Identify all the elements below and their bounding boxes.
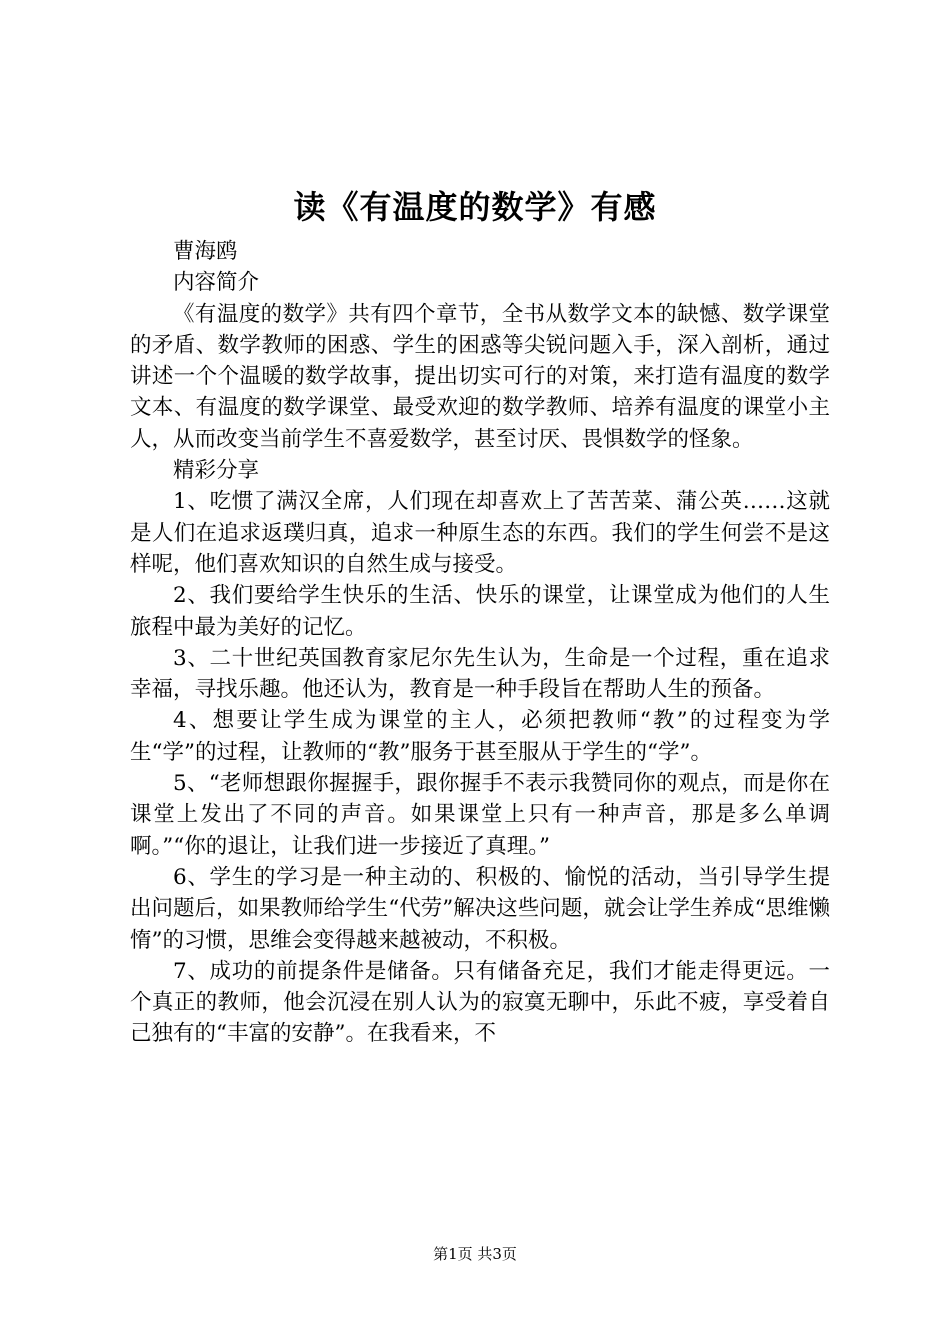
paragraph: 5、“老师想跟你握握手，跟你握手不表示我赞同你的观点，而是你在课堂上发出了不同的声音。如果课堂上只有一种声音，那是多么单调啊。”“你的退让，让我们进一步接近了真理。” bbox=[130, 771, 830, 859]
paragraph: 内容简介 bbox=[173, 270, 260, 296]
document-title: 读《有温度的数学》有感 bbox=[293, 188, 657, 226]
paragraph: 1、吃惯了满汉全席，人们现在却喜欢上了苦苦菜、蒲公英……这就是人们在追求返璞归真，追求一种原生态的东西。我们的学生何尝不是这样呢，他们喜欢知识的自然生成与接受。 bbox=[130, 489, 830, 577]
paragraph: 7、成功的前提条件是储备。只有储备充足，我们才能走得更远。一个真正的教师，他会沉浸在别人认为的寂寞无聊中，乐此不疲，享受着自己独有的“丰富的安静”。在我看来，不 bbox=[130, 958, 830, 1047]
paragraph: 6、学生的学习是一种主动的、积极的、愉悦的活动，当引导学生提出问题后，如果教师给学生“代劳”解决这些问题，就会让学生养成“思维懒惰”的习惯，思维会变得越来越被动，不积极。 bbox=[130, 864, 830, 953]
author-line: 曹海鸥 bbox=[173, 239, 238, 264]
page-footer: 第1页 共3页 bbox=[433, 1245, 517, 1263]
document-body bbox=[130, 236, 830, 1050]
paragraph: 《有温度的数学》共有四个章节，全书从数学文本的缺憾、数学课堂的矛盾、数学教师的困惑、学生的困惑等尖锐问题入手，深入剖析，通过讲述一个个温暖的数学故事，提出切实可行的对策，来打造有温度的数学文本、有温度的数学课堂、最受欢迎的数学教师、培养有温度的课堂小主人，从而改变当前学生不喜爱数学，甚至讨厌、畏惧数学的怪象。 bbox=[130, 301, 830, 452]
paragraph: 精彩分享 bbox=[173, 458, 260, 484]
paragraph: 4、想要让学生成为课堂的主人，必须把教师“教”的过程变为学生“学”的过程，让教师的“教”服务于甚至服从于学生的“学”。 bbox=[130, 708, 830, 765]
paragraph: 2、我们要给学生快乐的生活、快乐的课堂，让课堂成为他们的人生旅程中最为美好的记忆。 bbox=[130, 583, 830, 640]
paragraph: 3、二十世纪英国教育家尼尔先生认为，生命是一个过程，重在追求幸福，寻找乐趣。他还认为，教育是一种手段旨在帮助人生的预备。 bbox=[130, 645, 830, 703]
